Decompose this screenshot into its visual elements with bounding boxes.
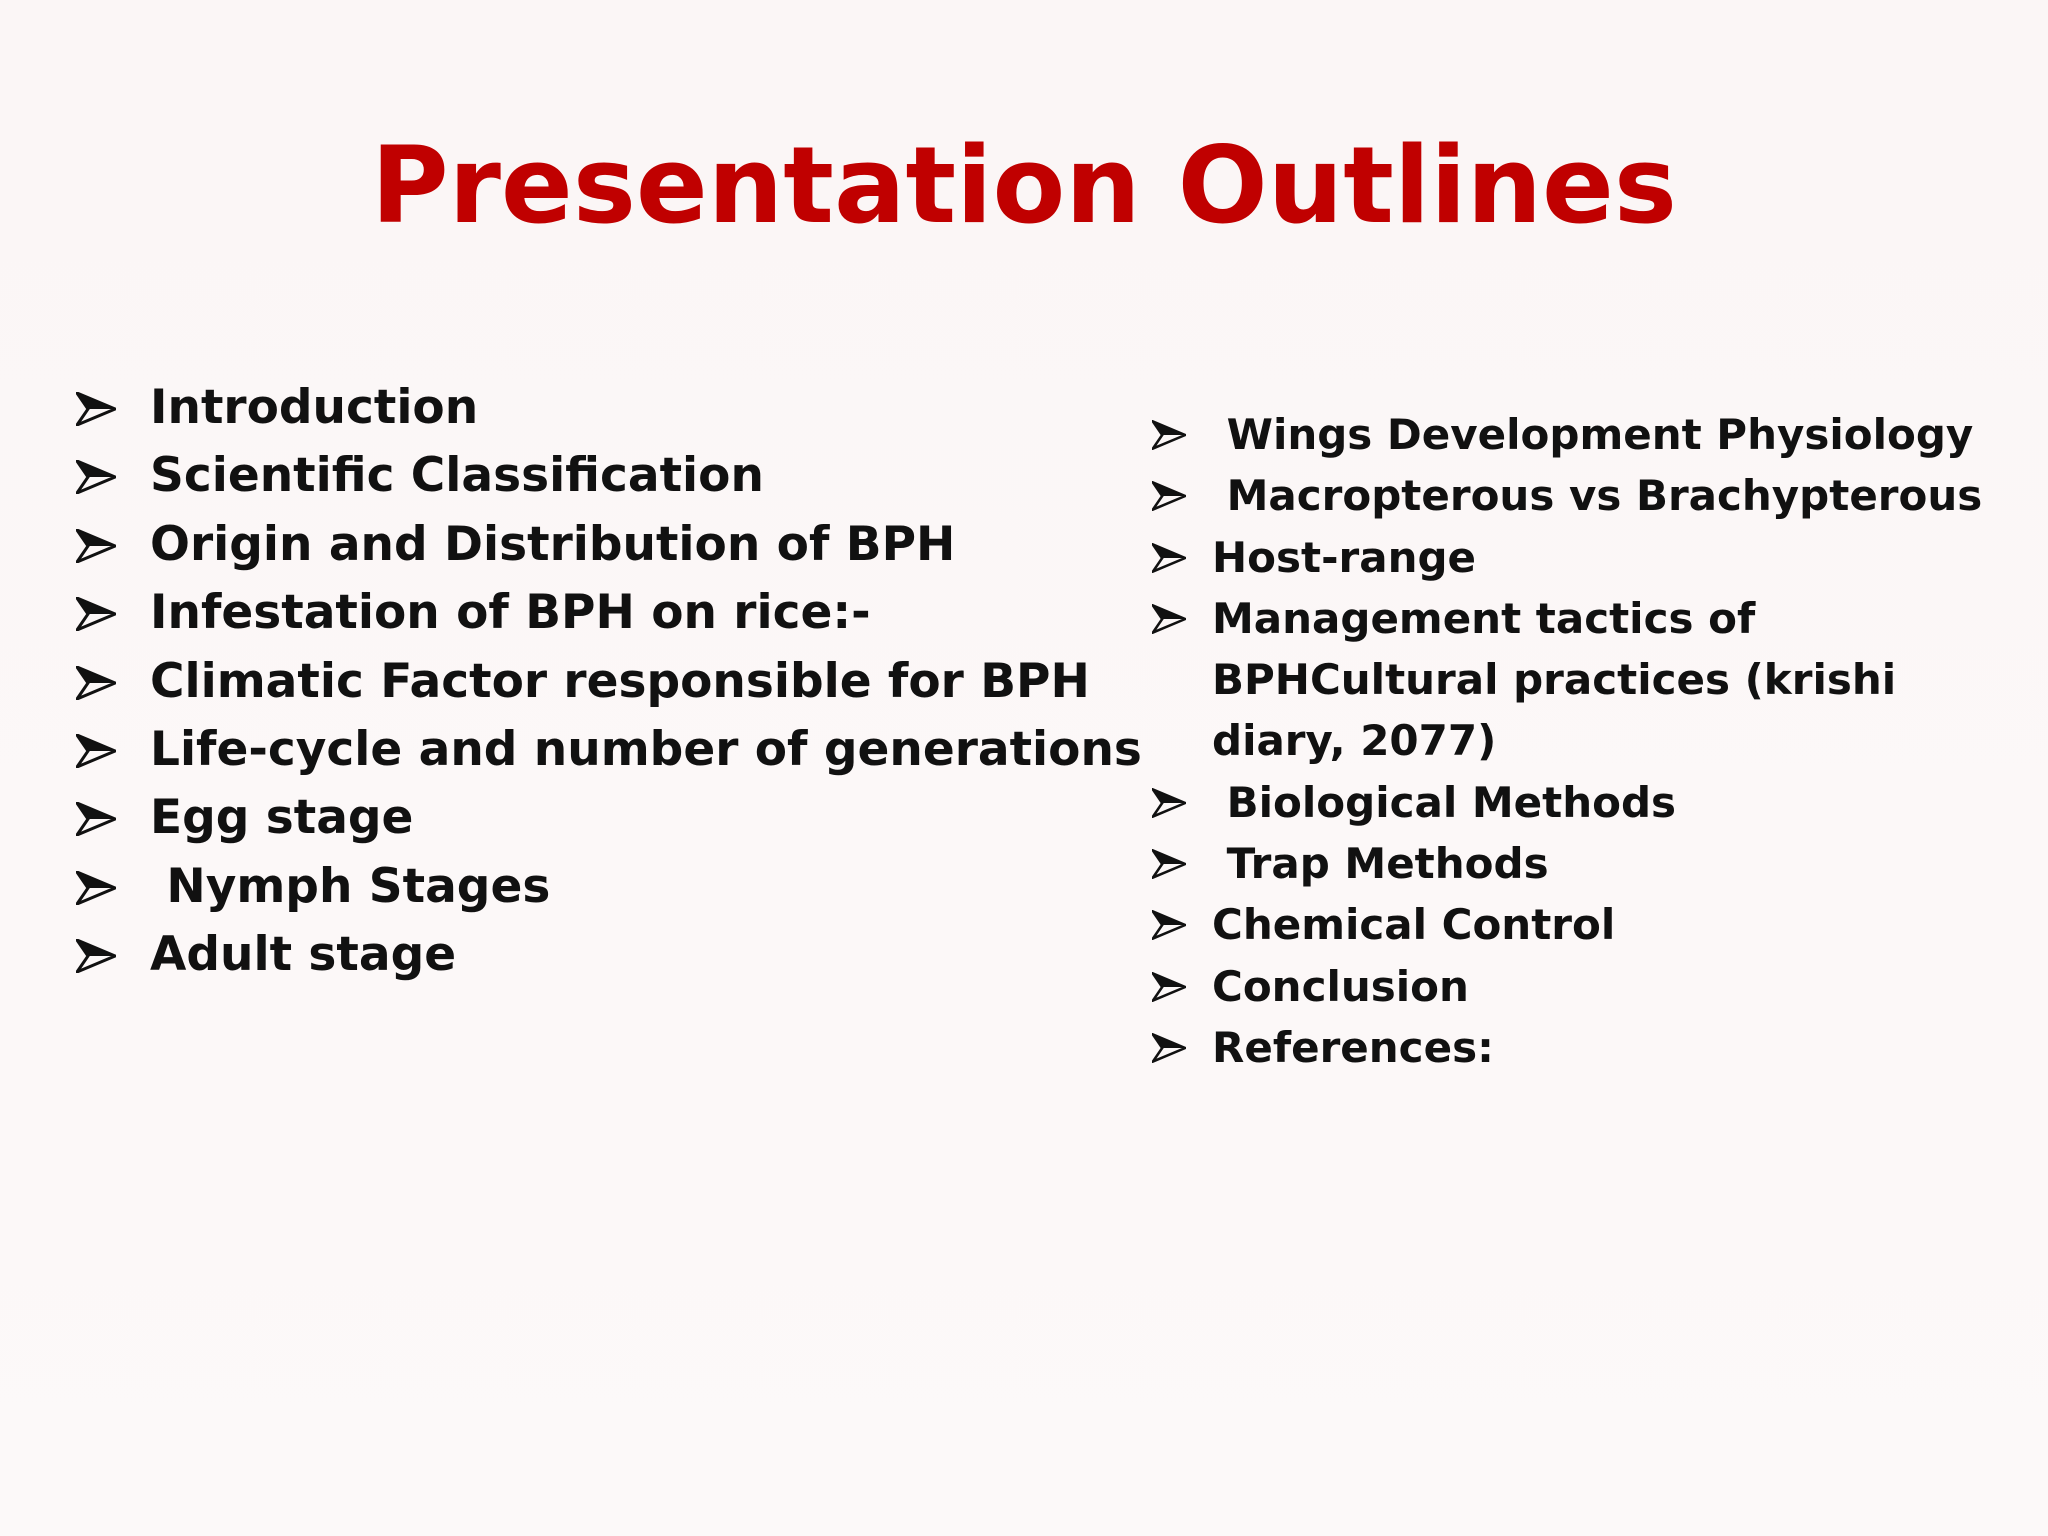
list-item — [70, 442, 1050, 510]
arrowhead-bullet-icon — [1152, 604, 1186, 634]
list-item-label: References: — [1212, 1022, 1494, 1072]
arrowhead-bullet-icon — [76, 871, 116, 905]
list-item-label: Host-range — [1212, 532, 1477, 582]
arrowhead-bullet-icon — [76, 666, 116, 700]
list-item — [70, 921, 1050, 989]
arrowhead-bullet-icon — [76, 939, 116, 973]
list-item-label: Biological Methods — [1212, 777, 1677, 827]
arrowhead-bullet-icon — [76, 529, 116, 563]
list-item — [1148, 772, 2028, 833]
arrowhead-bullet-icon — [1152, 910, 1186, 940]
left-outline-list — [70, 374, 1142, 990]
list-item — [1148, 1017, 2028, 1078]
list-item-label: Origin and Distribution of BPH — [150, 516, 956, 572]
list-item — [70, 784, 1050, 852]
list-item — [1148, 894, 2028, 955]
arrowhead-bullet-icon — [1152, 481, 1186, 511]
list-item-label: Conclusion — [1212, 961, 1469, 1011]
list-item-label: Wings Development Physiology — [1212, 410, 1974, 459]
arrowhead-bullet-icon — [1152, 788, 1186, 818]
list-item — [1148, 588, 2012, 772]
list-item — [70, 511, 1050, 579]
list-item-label: Nymph Stages — [150, 858, 551, 914]
arrowhead-bullet-icon — [76, 597, 116, 631]
list-item-label: Trap Methods — [1212, 839, 1549, 889]
arrowhead-bullet-icon — [1152, 1033, 1186, 1063]
slide-title: Presentation Outlines — [370, 124, 1678, 247]
list-item — [1148, 404, 2028, 465]
list-item-label: Scientific Classification — [150, 448, 764, 504]
list-item-label: Introduction — [150, 380, 479, 435]
list-item — [1148, 465, 2028, 526]
arrowhead-bullet-icon — [76, 734, 116, 768]
list-item — [70, 374, 1050, 442]
list-item — [70, 716, 1142, 784]
list-item — [1148, 833, 2028, 894]
arrowhead-bullet-icon — [76, 392, 116, 426]
arrowhead-bullet-icon — [1152, 420, 1186, 450]
list-item — [70, 648, 1090, 716]
list-item-label: Climatic Factor responsible for BPH — [150, 653, 1090, 709]
right-outline-list — [1148, 404, 2028, 1078]
arrowhead-bullet-icon — [76, 460, 116, 494]
list-item — [70, 579, 1050, 647]
list-item-label: Life-cycle and number of generations — [150, 721, 1142, 777]
arrowhead-bullet-icon — [1152, 849, 1186, 879]
list-item-label: Macropterous vs Brachypterous — [1212, 471, 1983, 521]
list-item-label: Chemical Control — [1212, 900, 1616, 950]
arrowhead-bullet-icon — [1152, 543, 1186, 573]
arrowhead-bullet-icon — [1152, 972, 1186, 1002]
list-item-label: Egg stage — [150, 790, 414, 846]
list-item-label: Infestation of BPH on rice:- — [150, 585, 871, 641]
list-item — [1148, 527, 2028, 588]
list-item-label: Adult stage — [150, 927, 457, 983]
list-item-label: Management tactics of BPHCultural practices (krishi diary, 2077) — [1212, 593, 1897, 766]
arrowhead-bullet-icon — [76, 802, 116, 836]
list-item — [1148, 956, 2028, 1017]
list-item — [70, 853, 1050, 921]
